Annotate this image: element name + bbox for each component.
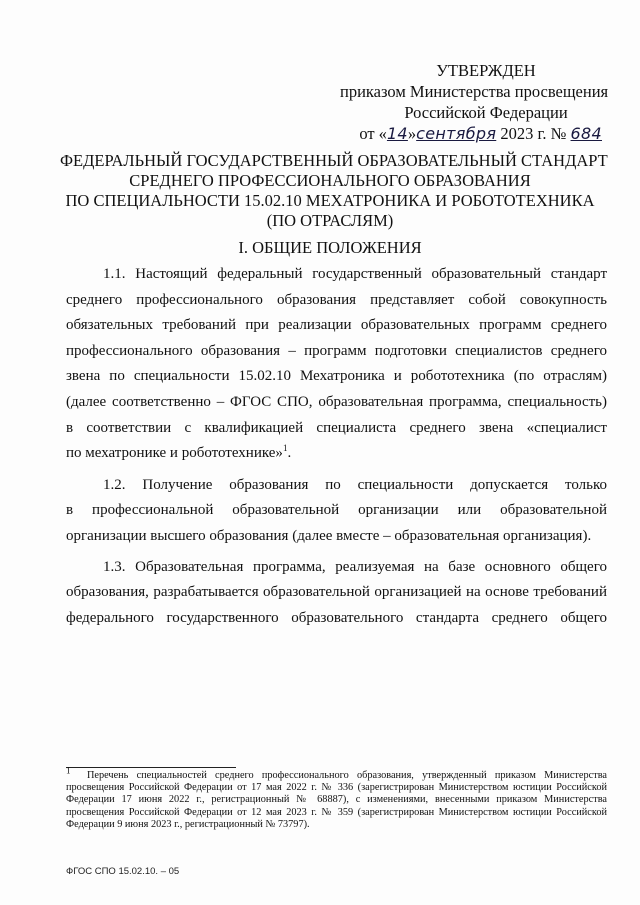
text-line: образования, разрабатывается образовательной организацией на основе требований xyxy=(66,584,607,601)
footnote-mark: 1 xyxy=(66,765,71,776)
text-line: среднего профессионального образования представляет собой совокупность xyxy=(66,291,607,308)
footnote-text: Перечень специальностей среднего профессионального образования, утвержденный приказом Министерства xyxy=(86,770,607,781)
handwritten-month: сентября xyxy=(416,124,497,143)
footnote xyxy=(66,765,607,831)
text-line: звена по специальности 15.02.10 Мехатроника и робототехника (по отраслям) xyxy=(66,368,607,385)
text-line: обязательных требований при реализации образовательных программ среднего xyxy=(66,317,607,334)
approval-heading: УТВЕРЖДЕН xyxy=(436,61,536,80)
text-line: организации высшего образования (далее вместе – образовательная организация). xyxy=(66,527,592,544)
document-body xyxy=(66,262,607,631)
footnote-line xyxy=(66,765,607,782)
footnote-line: просвещения Российской Федерации от 17 мая 2022 г. № 336 (зарегистрирован Министерством юстиции Российской xyxy=(66,782,607,794)
title-line-2: СРЕДНЕГО ПРОФЕССИОНАЛЬНОГО ОБРАЗОВАНИЯ xyxy=(129,171,531,190)
date-mid: » xyxy=(407,124,417,143)
text-fragment: по мехатронике и робототехнике» xyxy=(66,445,283,462)
section-heading: I. ОБЩИЕ ПОЛОЖЕНИЯ xyxy=(238,238,422,257)
footnote-line: Федерации 17 июня 2022 г., регистрационный № 68887), с изменениями, внесенными приказом Министерства xyxy=(66,794,607,806)
title-line-4: (ПО ОТРАСЛЯМ) xyxy=(266,211,394,230)
paragraph-1-3 xyxy=(66,555,607,632)
text-line: 1.3. Образовательная программа, реализуемая на базе основного общего xyxy=(103,558,607,575)
approval-block xyxy=(340,60,609,144)
text-line-last xyxy=(66,441,607,467)
text-line: федерального государственного образовательного стандарта среднего общего xyxy=(66,609,607,626)
paragraph-1-1 xyxy=(66,262,607,467)
date-year: 2023 г. № xyxy=(496,124,567,143)
approval-date-line xyxy=(340,123,602,144)
paragraph-1-2 xyxy=(66,473,607,550)
footnote-reference[interactable]: 1 xyxy=(282,443,288,454)
title-line-3: ПО СПЕЦИАЛЬНОСТИ 15.02.10 МЕХАТРОНИКА И РОБОТОТЕХНИКА xyxy=(65,191,595,210)
text-line: в профессиональной образовательной организации или образовательной xyxy=(66,502,607,519)
date-prefix: от « xyxy=(359,124,387,143)
text-fragment-end: . xyxy=(287,445,292,462)
text-line: в соответствии с квалификацией специалиста среднего звена «специалист xyxy=(66,419,607,436)
handwritten-day: 14 xyxy=(386,124,408,143)
document-title xyxy=(60,151,608,231)
footnote-line: Федерации 9 июня 2023 г., регистрационный № 73797). xyxy=(66,818,310,830)
title-line-1: ФЕДЕРАЛЬНЫЙ ГОСУДАРСТВЕННЫЙ ОБРАЗОВАТЕЛЬНЫЙ СТАНДАРТ xyxy=(60,151,608,170)
approval-line-country: Российской Федерации xyxy=(404,103,568,122)
page-footer-code: ФГОС СПО 15.02.10. – 05 xyxy=(66,866,180,877)
text-line: 1.2. Получение образования по специальности допускается только xyxy=(103,476,607,493)
footnote-divider xyxy=(66,767,236,768)
text-line: профессионального образования – программ подготовки специалистов среднего xyxy=(66,342,607,359)
approval-line-order: приказом Министерства просвещения xyxy=(340,82,609,101)
footnote-line: просвещения Российской Федерации от 12 мая 2023 г. № 359 (зарегистрирован Министерством юстиции Российской xyxy=(66,806,607,818)
text-line: 1.1. Настоящий федеральный государственный образовательный стандарт xyxy=(103,266,607,282)
text-line: (далее соответственно – ФГОС СПО, образовательная программа, специальность) xyxy=(66,393,607,410)
handwritten-order-number: 684 xyxy=(570,124,602,143)
